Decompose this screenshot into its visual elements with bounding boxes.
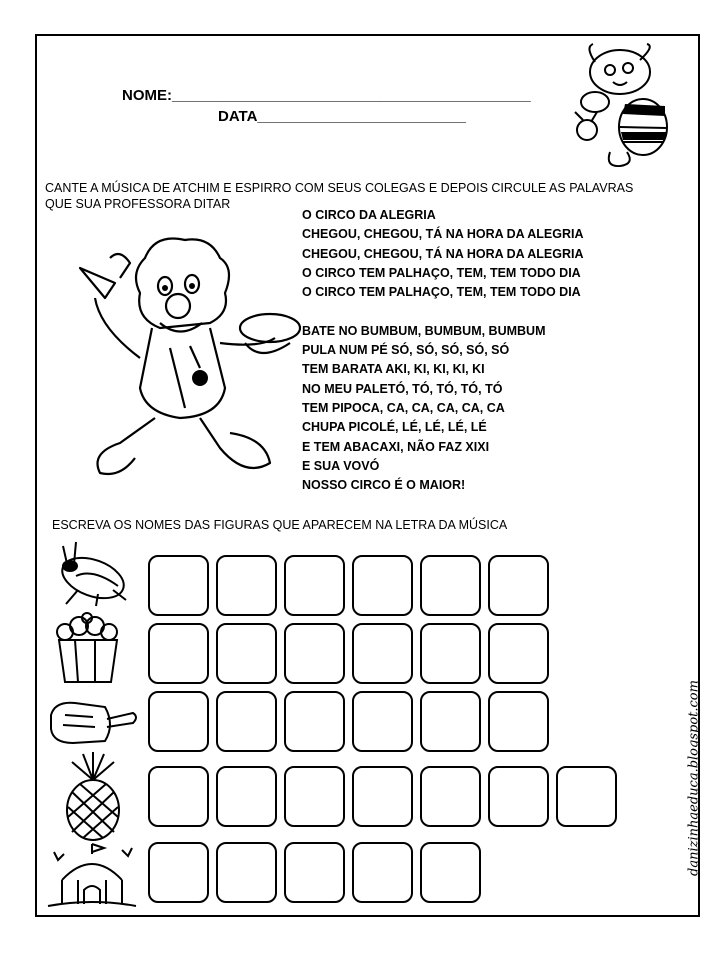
letter-box[interactable] bbox=[488, 623, 549, 684]
letter-box[interactable] bbox=[216, 623, 277, 684]
letter-box[interactable] bbox=[420, 623, 481, 684]
popsicle-icon bbox=[45, 695, 140, 750]
letter-box[interactable] bbox=[216, 691, 277, 752]
cockroach-icon bbox=[48, 538, 133, 608]
letter-box[interactable] bbox=[284, 766, 345, 827]
song-lyrics bbox=[302, 206, 583, 495]
pineapple-icon bbox=[58, 752, 128, 842]
letter-box[interactable] bbox=[284, 842, 345, 903]
letter-box[interactable] bbox=[420, 555, 481, 616]
blog-credit-text: danizinhaeduca.blogspot.com bbox=[686, 679, 702, 876]
lyric-line: CHEGOU, CHEGOU, TÁ NA HORA DA ALEGRIA bbox=[302, 227, 584, 242]
lyric-line: PULA NUM PÉ SÓ, SÓ, SÓ, SÓ, SÓ bbox=[302, 343, 510, 358]
letter-box[interactable] bbox=[488, 766, 549, 827]
letter-box[interactable] bbox=[148, 623, 209, 684]
letter-box[interactable] bbox=[556, 766, 617, 827]
popcorn-icon bbox=[45, 612, 130, 687]
lyric-line: CHEGOU, CHEGOU, TÁ NA HORA DA ALEGRIA bbox=[302, 246, 584, 261]
letter-box[interactable] bbox=[148, 766, 209, 827]
letter-box[interactable] bbox=[284, 555, 345, 616]
letter-box[interactable] bbox=[284, 623, 345, 684]
date-line: DATA_________________________ bbox=[218, 108, 466, 125]
lyric-line: CHUPA PICOLÉ, LÉ, LÉ, LÉ, LÉ bbox=[302, 420, 487, 435]
name-line: NOME:___________________________________________ bbox=[122, 87, 531, 104]
letter-box[interactable] bbox=[352, 623, 413, 684]
letter-box[interactable] bbox=[216, 842, 277, 903]
letter-box[interactable] bbox=[420, 691, 481, 752]
lyric-line: E SUA VOVÓ bbox=[302, 458, 380, 473]
lyric-line: O CIRCO TEM PALHAÇO, TEM, TEM TODO DIA bbox=[302, 285, 581, 300]
letter-box[interactable] bbox=[148, 691, 209, 752]
letter-box[interactable] bbox=[148, 842, 209, 903]
letter-box[interactable] bbox=[216, 555, 277, 616]
circus-tent-icon bbox=[42, 840, 142, 910]
letter-box[interactable] bbox=[352, 555, 413, 616]
blog-credit bbox=[683, 655, 705, 900]
letter-box[interactable] bbox=[420, 766, 481, 827]
letter-box[interactable] bbox=[216, 766, 277, 827]
lyric-line: O CIRCO TEM PALHAÇO, TEM, TEM TODO DIA bbox=[302, 265, 581, 280]
letter-box[interactable] bbox=[284, 691, 345, 752]
instruction-sing: CANTE A MÚSICA DE ATCHIM E ESPIRRO COM SEUS COLEGAS E DEPOIS CIRCULE AS PALAVRAS bbox=[45, 181, 634, 195]
lyric-line: E TEM ABACAXI, NÃO FAZ XIXI bbox=[302, 439, 490, 454]
lyric-line: NO MEU PALETÓ, TÓ, TÓ, TÓ, TÓ bbox=[302, 381, 503, 396]
lyric-line: NOSSO CIRCO É O MAIOR! bbox=[302, 478, 466, 493]
lyric-line: TEM BARATA AKI, KI, KI, KI, KI bbox=[302, 362, 485, 377]
letter-box[interactable] bbox=[420, 842, 481, 903]
letter-box[interactable] bbox=[352, 691, 413, 752]
letter-box[interactable] bbox=[352, 766, 413, 827]
instruction-sing-cont: QUE SUA PROFESSORA DITAR bbox=[45, 197, 231, 211]
bee-icon bbox=[565, 42, 680, 172]
letter-box[interactable] bbox=[148, 555, 209, 616]
song-title: O CIRCO DA ALEGRIA bbox=[302, 208, 436, 222]
letter-box[interactable] bbox=[488, 691, 549, 752]
lyric-line: TEM PIPOCA, CA, CA, CA, CA, CA bbox=[302, 400, 505, 415]
instruction-write: ESCREVA OS NOMES DAS FIGURAS QUE APARECEM NA LETRA DA MÚSICA bbox=[52, 518, 508, 532]
letter-box[interactable] bbox=[352, 842, 413, 903]
lyric-line: BATE NO BUMBUM, BUMBUM, BUMBUM bbox=[302, 323, 546, 338]
letter-box[interactable] bbox=[488, 555, 549, 616]
clown-icon bbox=[60, 228, 305, 493]
